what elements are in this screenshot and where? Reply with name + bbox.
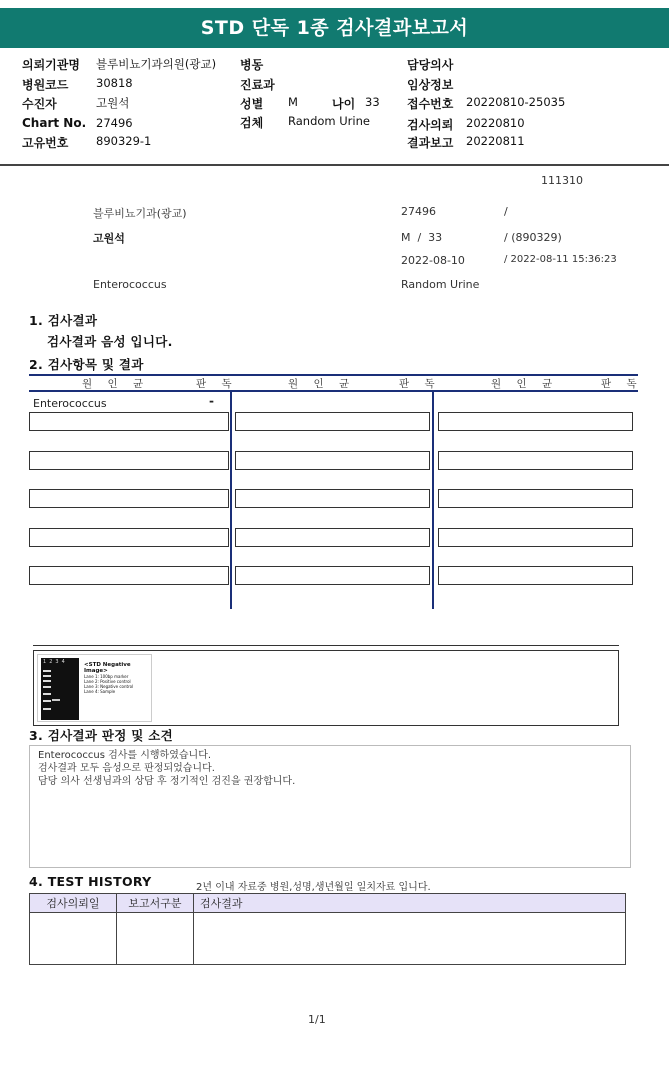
result-cell <box>438 451 633 470</box>
result-cell <box>29 566 229 585</box>
result-cell <box>438 566 633 585</box>
label-chart-no: Chart No. <box>22 116 87 130</box>
header-divider <box>0 164 669 166</box>
label-doctor: 담당의사 <box>407 58 454 72</box>
header-info <box>0 48 669 166</box>
value-patient: 고원석 <box>96 96 130 110</box>
section1-title: 1. 검사결과 <box>29 313 98 328</box>
label-institution: 의뢰기관명 <box>22 58 80 72</box>
gel-caption-line: Lane 3: Negative control <box>84 684 134 689</box>
label-patient: 수진자 <box>22 97 57 111</box>
result-cell <box>29 489 229 508</box>
section4-title: 4. TEST HISTORY <box>29 874 152 889</box>
label-sex: 성별 <box>240 97 264 111</box>
gel-band <box>43 675 51 677</box>
history-col-report-type: 보고서구분 <box>117 894 194 913</box>
label-request-date: 검사의뢰 <box>407 118 454 132</box>
gel-image-frame <box>33 650 619 726</box>
label-age: 나이 <box>332 97 356 111</box>
opinion-line: Enterococcus 검사를 시행하였습니다. <box>38 750 212 761</box>
info-birth: / (890329) <box>504 231 562 244</box>
value-specimen: Random Urine <box>288 114 370 128</box>
info-hospital: 블루비뇨기과(광교) <box>93 207 187 220</box>
gel-band <box>43 680 51 682</box>
gel-image <box>37 654 152 722</box>
value-receipt-no: 20220810-25035 <box>466 95 566 109</box>
col3-organism-header: 원 인 균 <box>491 378 559 390</box>
result-cell <box>29 528 229 547</box>
result-cell <box>235 566 430 585</box>
result-cell <box>438 528 633 547</box>
gel-band <box>43 670 51 672</box>
info-slash: / <box>504 205 508 218</box>
result-cell <box>29 412 229 431</box>
opinion-line: 담당 의사 선생님과의 상담 후 정기적인 검진을 권장합니다. <box>38 776 296 787</box>
result-cell <box>235 528 430 547</box>
gel-caption-line: Lane 1: 100bp marker <box>84 674 129 679</box>
gel-caption-lines <box>84 674 133 694</box>
label-clinical-info: 임상정보 <box>407 78 454 92</box>
results-column-divider <box>230 392 232 609</box>
value-age: 33 <box>365 95 380 109</box>
section2-title: 2. 검사항목 및 결과 <box>29 357 144 372</box>
result-value: - <box>209 394 214 408</box>
result-cell <box>235 412 430 431</box>
result-cell <box>29 451 229 470</box>
gel-band <box>43 708 51 710</box>
gel-caption-title: <STD Negative Image> <box>84 662 131 674</box>
gel-caption-line: Lane 4: Sample <box>84 689 116 694</box>
history-row <box>30 913 626 965</box>
history-note: 2년 이내 자료중 병원,성명,생년월일 일치자료 입니다. <box>196 882 431 893</box>
label-department: 진료과 <box>240 78 275 92</box>
opinion-line: 검사결과 모두 음성으로 판정되었습니다. <box>38 763 215 774</box>
value-request-date: 20220810 <box>466 116 525 130</box>
gel-lane-numbers <box>43 659 68 665</box>
opinion-box <box>29 745 631 868</box>
history-cell <box>117 913 194 965</box>
label-ward: 병동 <box>240 58 264 72</box>
value-institution: 블루비뇨기과의원(광교) <box>96 57 217 71</box>
gel-band <box>43 693 51 695</box>
section3-title: 3. 검사결과 판정 및 소견 <box>29 728 174 743</box>
gel-lane-4: 4 <box>61 659 68 665</box>
col1-result-header: 판 독 <box>196 378 238 390</box>
report-code: 111310 <box>541 174 583 187</box>
label-report-date: 결과보고 <box>407 136 454 150</box>
info-chart: 27496 <box>401 205 436 218</box>
value-unique-no: 890329-1 <box>96 134 152 148</box>
info-request-date: 2022-08-10 <box>401 254 465 267</box>
section1-result: 검사결과 음성 입니다. <box>47 334 173 349</box>
results-column-divider <box>432 392 434 609</box>
history-col-result: 검사결과 <box>194 894 626 913</box>
gel-lane-3: 3 <box>55 659 62 665</box>
value-sex: M <box>288 95 298 109</box>
gel-top-line <box>33 645 619 646</box>
result-cell <box>438 489 633 508</box>
label-specimen: 검체 <box>240 116 264 130</box>
col1-organism-header: 원 인 균 <box>82 378 150 390</box>
label-receipt-no: 접수번호 <box>407 97 454 111</box>
report-title: STD 단독 1종 검사결과보고서 <box>0 8 669 48</box>
history-col-request-date: 검사의뢰일 <box>30 894 117 913</box>
col3-result-header: 판 독 <box>601 378 643 390</box>
info-sex-age: M / 33 <box>401 231 443 244</box>
history-cell <box>30 913 117 965</box>
history-cell <box>194 913 626 965</box>
history-header-row <box>30 894 626 913</box>
value-report-date: 20220811 <box>466 134 525 148</box>
label-hospital-code: 병원코드 <box>22 78 69 92</box>
info-report-date: / 2022-08-11 15:36:23 <box>504 254 617 265</box>
col2-result-header: 판 독 <box>399 378 441 390</box>
info-organism: Enterococcus <box>93 278 167 291</box>
value-chart-no: 27496 <box>96 116 133 130</box>
gel-lane-1: 1 <box>43 659 50 665</box>
gel-band <box>43 686 51 688</box>
gel-lane-2: 2 <box>49 659 56 665</box>
result-cell <box>438 412 633 431</box>
gel-band <box>43 700 51 702</box>
gel-positive-band <box>52 699 60 701</box>
page-number: 1/1 <box>308 1013 326 1026</box>
info-patient: 고원석 <box>93 232 125 245</box>
col2-organism-header: 원 인 균 <box>288 378 356 390</box>
result-cell <box>235 489 430 508</box>
label-unique-no: 고유번호 <box>22 136 69 150</box>
info-specimen: Random Urine <box>401 278 480 291</box>
result-organism: Enterococcus <box>33 397 107 410</box>
history-table <box>29 893 626 965</box>
gel-photo <box>41 658 79 720</box>
gel-caption-line: Lane 2: Positive control <box>84 679 131 684</box>
result-cell <box>235 451 430 470</box>
value-hospital-code: 30818 <box>96 76 133 90</box>
